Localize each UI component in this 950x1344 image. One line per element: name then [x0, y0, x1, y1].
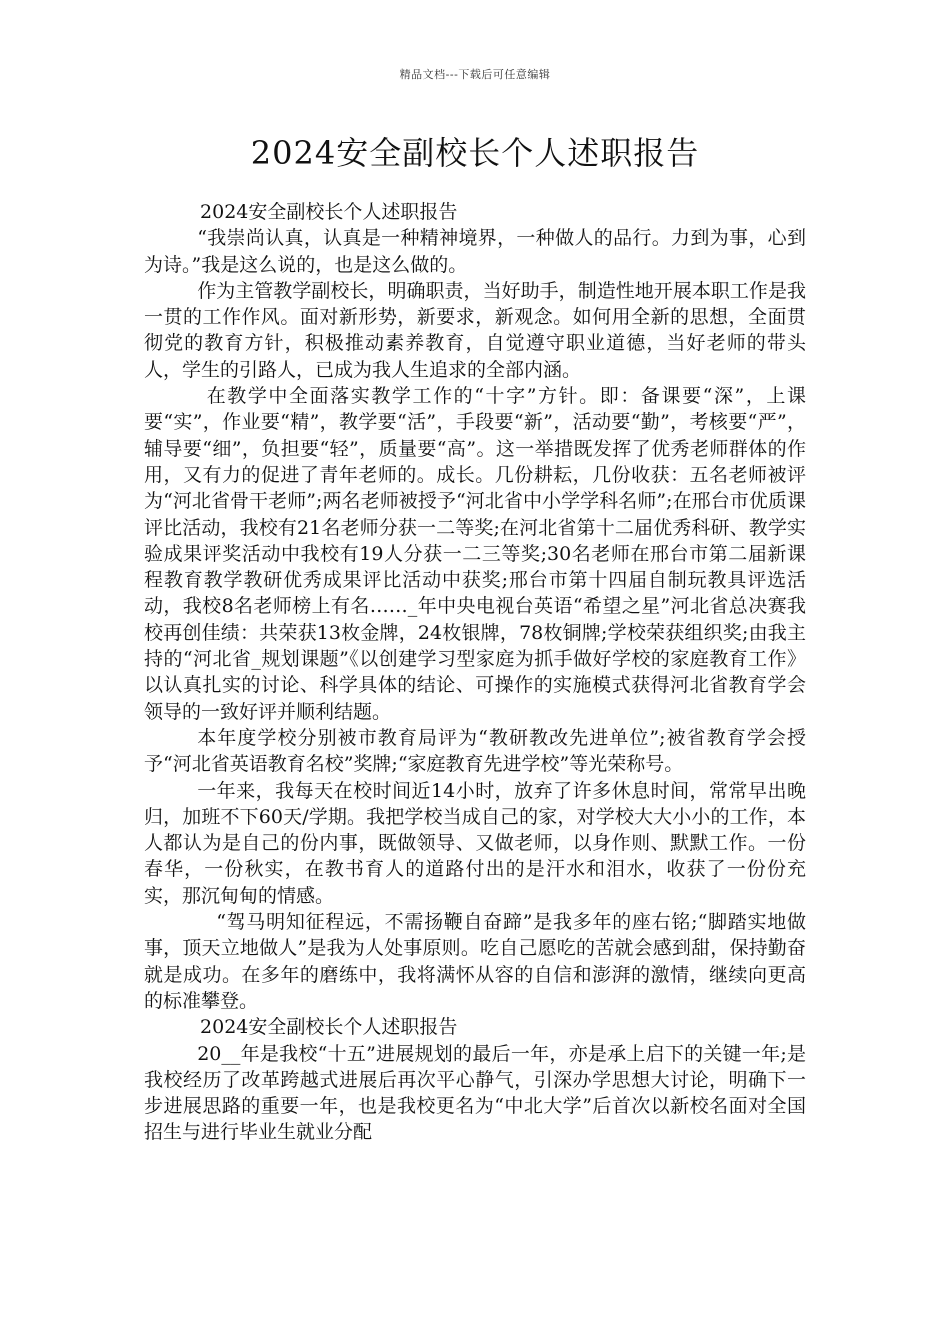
document-title: 2024安全副校长个人述职报告 — [250, 134, 700, 172]
paragraph: 一年来，我每天在校时间近14小时，放弃了许多休息时间，常常早出晚归，加班不下60天/学期。我把学校当成自己的家，对学校大大小小的工作，本人都认为是自己的份内事，既做领导、又做老师，以身作则、默默工作。一份春华，一份秋实，在教书育人的道路付出的是汗水和泪水，收获了一份份充实，那沉甸甸的情感。 — [144, 779, 806, 907]
paragraph: “驾马明知征程远，不需扬鞭自奋蹄”是我多年的座右铭;“脚踏实地做事，顶天立地做人”是我为人处事原则。吃自己愿吃的苦就会感到甜，保持勤奋就是成功。在多年的磨练中，我将满怀从容的自信和澎湃的激情，继续向更高的标准攀登。 — [144, 911, 806, 1012]
paragraph: 20__年是我校“十五”进展规划的最后一年，亦是承上启下的关键一年;是我校经历了改革跨越式进展后再次平心静气，引深办学思想大讨论，明确下一步进展思路的重要一年，也是我校更名为“中北大学”后首次以新校名面对全国招生与进行毕业生就业分配 — [144, 1042, 806, 1144]
paragraph-subtitle: 2024安全副校长个人述职报告 — [200, 201, 458, 223]
document-body — [144, 199, 806, 1146]
paragraph: 在教学中全面落实教学工作的“十字”方针。即：备课要“深”，上课要“实”，作业要“精”，教学要“活”，手段要“新”，活动要“勤”，考核要“严”，辅导要“细”，负担要“轻”，质量要“高”。这一举措既发挥了优秀老师群体的作用，又有力的促进了青年老师的。成长。几份耕耘，几份收获：五名老师被评为“河北省骨干老师”;两名老师被授予“河北省中小学学科名师”;在邢台市优质课评比活动，我校有21名老师分获一二等奖;在河北省第十二届优秀科研、教学实验成果评奖活动中我校有19人分获一二三等奖;30名老师在邢台市第二届新课程教育教学教研优秀成果评比活动中获奖;邢台市第十四届自制玩教具评选活动，我校8名老师榜上有名……_年中央电视台英语“希望之星”河北省总决赛我校再创佳绩：共荣获13枚金牌，24枚银牌，78枚铜牌;学校荣获组织奖;由我主持的“河北省_规划课题”《以创建学习型家庭为抓手做好学校的家庭教育工作》以认真扎实的讨论、科学具体的结论、可操作的实施模式获得河北省教育学会领导的一致好评并顺利结题。 — [144, 385, 806, 723]
paragraph: 本年度学校分别被市教育局评为“教研教改先进单位”;被省教育学会授予“河北省英语教育名校”奖牌;“家庭教育先进学校”等光荣称号。 — [144, 726, 806, 776]
paragraph: 作为主管教学副校长，明确职责，当好助手，制造性地开展本职工作是我一贯的工作作风。面对新形势，新要求，新观念。如何用全新的思想，全面贯彻党的教育方针，积极推动素养教育，自觉遵守职业道德，当好老师的带头人，学生的引路人，已成为我人生追求的全部内涵。 — [144, 279, 806, 381]
paragraph-subtitle: 2024安全副校长个人述职报告 — [200, 1016, 458, 1039]
paragraph: “我崇尚认真，认真是一种精神境界，一种做人的品行。力到为事，心到为诗。”我是这么说的，也是这么做的。 — [144, 227, 806, 276]
header-note: 精品文档---下载后可任意编辑 — [399, 68, 551, 81]
